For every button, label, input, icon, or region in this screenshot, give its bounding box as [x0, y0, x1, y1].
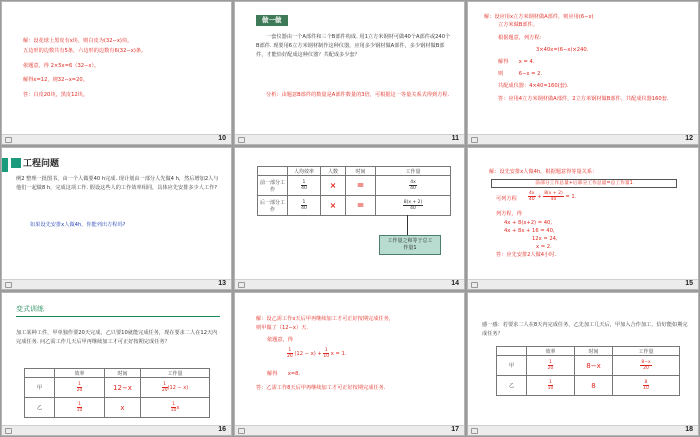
frac-num: 1: [78, 382, 81, 387]
s15-line-6: x = 2.: [536, 244, 552, 250]
s18-th-0: [497, 347, 527, 356]
table-row: [25, 398, 210, 418]
s18-statusbar: [468, 425, 698, 435]
s18-row1-work: [613, 356, 680, 376]
s17-line-5: 答：乙需工作8天后甲再继续加工才可正好按期完成任务.: [256, 385, 386, 391]
slide-14[interactable]: [234, 147, 465, 290]
s15-line-3: 4x + 8(x+2) = 40,: [504, 220, 552, 226]
s16-th-1: 效率: [55, 369, 105, 378]
frac-num: 4x: [529, 191, 535, 196]
s17-statusbar: [235, 425, 464, 435]
slide-icon: [5, 137, 12, 143]
equals-sign: =: [356, 200, 365, 211]
slide-18[interactable]: [467, 292, 699, 436]
s16-row2-label: 乙: [25, 398, 55, 418]
s15-line-7: 答：应先安排2人做4小时.: [496, 252, 557, 258]
slide-15[interactable]: [467, 147, 699, 290]
times-sign: ×: [329, 181, 337, 190]
s10-line-1: 解：设花球上黑皮有x块，则白皮为(32−x)块。: [23, 38, 133, 44]
s12-line-7: 共配成仪器：4×40=160(套).: [498, 83, 569, 89]
s14-row2-work: [376, 196, 451, 216]
frac-num: 8(x + 2): [544, 191, 563, 196]
s15-line-1: 解：设先安排x人做4h，根据题意得等量关系：: [489, 169, 598, 175]
frac-den: 20: [76, 388, 83, 393]
frac-num: 1: [172, 402, 175, 407]
table-row: [25, 378, 210, 398]
s16-th-2: 时间: [105, 369, 141, 378]
s17-equation: [287, 348, 346, 359]
table-row: [258, 196, 451, 216]
frac-den: 40: [301, 206, 307, 211]
s17-line-1: 解：设乙需工作x天后甲再继续加工才可正好按期完成任务，: [256, 316, 394, 322]
frac-den: 10: [323, 354, 330, 359]
s12-line-5: 解得 x = 4.: [498, 59, 535, 65]
s16-row1-label: 甲: [25, 378, 55, 398]
s14-th-1: 人均效率: [288, 167, 321, 176]
frac-den: 40: [528, 197, 535, 202]
s11-statusbar: [235, 134, 464, 144]
slide-icon: [238, 137, 245, 143]
s14-th-4: 工作量: [376, 167, 451, 176]
s16-row1-eff: [55, 378, 105, 398]
s15-equation: $\frac{4x}{40}$ + $\frac{8(x + 2)}{40}$ = 1.: [528, 191, 577, 202]
s10-statusbar: [2, 134, 231, 144]
s13-title-bar: [2, 158, 8, 172]
s18-th-1: 效率: [527, 347, 575, 356]
s12-line-6: 则 6−x = 2.: [498, 71, 543, 77]
s18-row1-eff: [527, 356, 575, 376]
s16-th-3: 工作量: [141, 369, 210, 378]
slide-icon: [471, 282, 478, 288]
s16-row2-work: [141, 398, 210, 418]
s16-row1-work: [141, 378, 210, 398]
slide-icon: [5, 428, 12, 434]
s14-row1-time: [346, 176, 376, 196]
frac-den: 10: [547, 386, 554, 391]
s18-row1-label: 甲: [497, 356, 527, 376]
s12-line-8: 答：应用4立方米钢材做A部件，2立方米钢材做B部件，共配成仪器160套.: [498, 96, 669, 102]
s11-paragraph: 一套仪器由一个A部件和三个B部件构成. 用1立方米钢材可做40个A部件或240个B部件. 现要用6立方米钢材制作这种仪器，应用多少钢材做A部件，多少钢材做B部件，才能恰好配成这种仪器？共配成多少套？: [256, 34, 451, 58]
s15-eq-tail: = 1.: [565, 194, 577, 200]
s14-row1-label: 前一部分工作: [258, 176, 288, 196]
s10-line-2: 五边形的边数共有5条，六边形的边数有6(32−x)条。: [23, 48, 147, 54]
s14-sum-note: 工作量之和等于总工作量1: [379, 235, 441, 255]
s18-th-2: 时间: [575, 347, 613, 356]
s14-th-2: 人数: [321, 167, 346, 176]
s12-statusbar: [468, 134, 698, 144]
frac-den: 20: [643, 366, 649, 371]
s14-row2-eff: [288, 196, 321, 216]
frac-num: 1: [549, 380, 552, 385]
slide-icon: [238, 428, 245, 434]
s10-line-3: 依题意，得 2×5x=6（32−x）。: [23, 63, 100, 69]
frac-num: 8−x: [641, 360, 651, 365]
s13-statusbar: [2, 279, 231, 289]
slide-13[interactable]: [1, 147, 232, 290]
frac-den: 10: [76, 408, 83, 413]
table-row: [258, 176, 451, 196]
slide-icon: [471, 428, 478, 434]
frac-num: 1: [288, 348, 292, 353]
slide-17[interactable]: [234, 292, 465, 436]
frac-den: 20: [287, 354, 293, 359]
s13-paragraph: 例2 整理一批图书，由一个人做要40 h完成. 现计划由一部分人先做4 h，然后增加2人与他们一起做8 h，完成这项工作. 假设这些人的工作效率相同，具体应先安排多少人工作?: [16, 176, 219, 191]
frac-num: 1: [302, 200, 306, 205]
s17-eq-b: x = 1.: [330, 351, 347, 357]
slide-11[interactable]: [234, 1, 465, 145]
s18-row2-work: [613, 376, 680, 396]
slide-10[interactable]: [1, 1, 232, 145]
s14-row1-count: [321, 176, 346, 196]
frac-den: 20: [161, 388, 168, 393]
frac-den: 40: [550, 197, 557, 202]
s14-th-0: [258, 167, 288, 176]
s13-title: 工程问题: [23, 159, 60, 169]
s15-statusbar: [468, 279, 698, 289]
s16-row2-eff: [55, 398, 105, 418]
s14-row1-work: [376, 176, 451, 196]
frac-num: 1: [302, 180, 306, 185]
s18-row2-label: 乙: [497, 376, 527, 396]
s10-line-5: 答：白皮20块，黑皮12块。: [23, 92, 89, 98]
s16-row1-time: 12−x: [105, 378, 141, 398]
s15-line-5: 12x = 24,: [532, 236, 558, 242]
slide-number: 12: [685, 135, 693, 142]
s17-line-3: 依题意，得: [267, 337, 293, 343]
frac-den: 40: [410, 186, 416, 191]
s11-badge: 做一做: [256, 15, 288, 26]
slide-number: 14: [451, 280, 459, 287]
slide-number: 18: [685, 426, 693, 433]
frac-den: 10: [643, 386, 649, 391]
equals-sign: =: [356, 180, 365, 191]
frac-den: 40: [301, 186, 307, 191]
slide-number: 13: [218, 280, 226, 287]
s16-row2-time: x: [105, 398, 141, 418]
s11-analysis: 分析：由题意B部件的数量是A部件数量的3倍，可根据这一等量关系式得到方程.: [266, 92, 450, 98]
slide-icon: [471, 137, 478, 143]
s14-statusbar: [235, 279, 464, 289]
s18-row1-time: 8−x: [575, 356, 613, 376]
frac-num: 1: [324, 348, 328, 353]
table-row: [497, 356, 680, 376]
slide-icon: [238, 282, 245, 288]
s10-line-4: 解得x=12，则32−x=20。: [23, 77, 88, 83]
s16-table: [24, 368, 210, 418]
slide-number: 11: [451, 135, 459, 142]
s14-row1-eff: [288, 176, 321, 196]
slide-number: 15: [685, 280, 693, 287]
s16-th-0: [25, 369, 55, 378]
s16-row2-work-text: x: [176, 405, 180, 411]
s12-line-2: 立方米做B部件。: [498, 22, 538, 28]
s17-line-4: 解得 x=8.: [267, 371, 301, 377]
frac-num: 1: [163, 382, 167, 387]
s15-line-2: 列方程，得: [496, 211, 522, 217]
s14-th-3: 时间: [346, 167, 376, 176]
s15-eq-label: 可列方程: [496, 196, 517, 202]
frac-num: 8: [644, 380, 648, 385]
s12-line-1: 解：设应用x立方米钢材做A部件，则应用(6−x): [484, 14, 594, 20]
s16-title: 变式训练: [16, 305, 44, 313]
s13-prompt: 如果设先安排x人做4h，你能列出方程吗?: [30, 222, 126, 228]
s16-statusbar: [2, 425, 231, 435]
s14-row2-label: 后一部分工作: [258, 196, 288, 216]
s18-row2-eff: [527, 376, 575, 396]
slide-number: 17: [451, 426, 459, 433]
s14-connector-line: [407, 215, 408, 235]
frac-den: 10: [170, 408, 177, 413]
s17-line-2: 则甲做了（12−x）天.: [256, 325, 308, 331]
frac-den: 40: [410, 206, 416, 211]
slide-number: 16: [218, 426, 226, 433]
table-row: [497, 376, 680, 396]
s12-line-4: 3×40x=(6−x)×240.: [536, 47, 589, 53]
s16-paragraph: 加工某种工件，甲单独作要20天完成，乙只要10就能完成任务，现在要求二人在12天内完成任务. 问乙需工作几天后甲再继续加工才可正好按期完成任务？: [16, 330, 218, 345]
frac-num: 1: [549, 360, 552, 365]
s13-title-box: [11, 158, 21, 168]
s18-table: [496, 346, 680, 396]
frac-num: 4x: [410, 180, 416, 185]
slide-16[interactable]: [1, 292, 232, 436]
s14-row2-time: [346, 196, 376, 216]
s18-paragraph: 感一感：若要求二人在8天内完成任务，乙先加工几天后，甲加入合作加工，恰好能如期完成任务？: [482, 322, 688, 337]
frac-num: 8(x + 2): [403, 200, 423, 205]
s15-relation-box: 前部分工作总量+后部分工作总量=总工作量1: [491, 179, 677, 188]
frac-num: 1: [78, 402, 81, 407]
slide-icon: [5, 282, 12, 288]
s14-row2-count: [321, 196, 346, 216]
s18-row2-time: 8: [575, 376, 613, 396]
frac-den: 20: [547, 366, 554, 371]
slide-number: 10: [218, 135, 226, 142]
s16-row1-work-text: (12 − x): [167, 385, 189, 391]
s15-line-4: 4x + 8x + 16 = 40,: [504, 228, 555, 234]
s12-line-3: 根据题意，列方程：: [498, 35, 545, 41]
s17-eq-a: (12 − x) +: [294, 351, 322, 357]
s18-th-3: 工作量: [613, 347, 680, 356]
s16-title-underline: [16, 316, 220, 317]
s14-table: [257, 166, 451, 216]
times-sign: ×: [329, 201, 337, 210]
slide-12[interactable]: [467, 1, 699, 145]
